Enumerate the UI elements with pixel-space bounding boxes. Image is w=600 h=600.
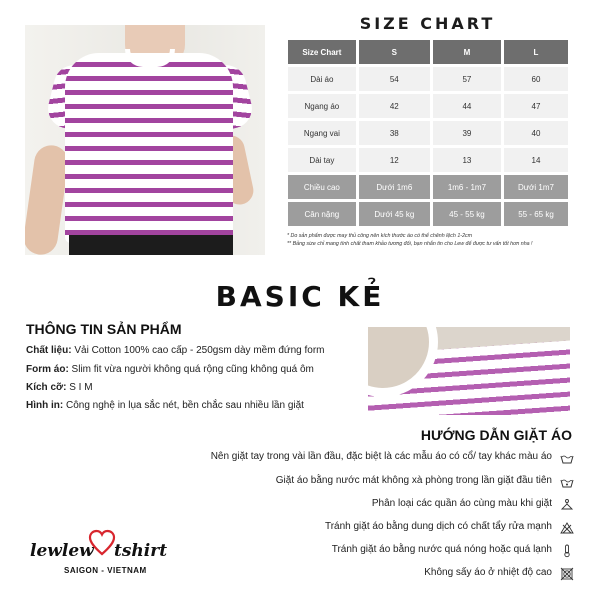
size-chart-title: SIZE CHART <box>359 14 496 33</box>
temperature-icon <box>560 544 574 558</box>
info-value: Vải Cotton 100% cao cấp - 250gsm dày mềm đứng form <box>71 345 325 356</box>
info-value: Slim fit vừa người không quá rộng cũng không quá ôm <box>68 364 314 375</box>
brand-name-part: lewlew <box>30 541 94 561</box>
size-row <box>288 67 568 91</box>
row-label: Ngang áo <box>288 94 356 118</box>
header-cell: Size Chart <box>288 40 356 64</box>
size-cell: 55 - 65 kg <box>504 202 568 226</box>
size-cell: 13 <box>433 148 501 172</box>
size-row <box>288 94 568 118</box>
size-cell: 1m6 - 1m7 <box>433 175 501 199</box>
no-tumble-dry-icon <box>560 567 574 581</box>
height-row <box>288 175 568 199</box>
no-bleach-icon <box>560 521 574 535</box>
wash-item: Giặt áo bằng nước mát không xà phòng trong lần giặt đầu tiên <box>275 475 552 486</box>
size-chart-header-row <box>288 40 568 64</box>
header-cell: S <box>359 40 430 64</box>
wash-item: Tránh giặt áo bằng dung dịch có chất tẩy rửa mạnh <box>324 521 552 532</box>
size-row <box>288 121 568 145</box>
row-label: Cân nặng <box>288 202 356 226</box>
size-cell: 38 <box>359 121 430 145</box>
weight-row <box>288 202 568 226</box>
cold-wash-icon <box>560 475 574 489</box>
product-info-line <box>26 400 304 411</box>
row-label: Dài áo <box>288 67 356 91</box>
model-photo <box>25 25 265 255</box>
wash-item: Phân loại các quần áo cùng màu khi giặt <box>371 498 552 509</box>
info-label: Hình in: <box>26 400 64 411</box>
brand-tagline: SAIGON - VIETNAM <box>64 566 147 575</box>
row-label: Ngang vai <box>288 121 356 145</box>
size-cell: 44 <box>433 94 501 118</box>
product-info-line <box>26 345 325 356</box>
size-cell: 45 - 55 kg <box>433 202 501 226</box>
size-cell: 40 <box>504 121 568 145</box>
size-cell: 14 <box>504 148 568 172</box>
product-info-line <box>26 382 93 393</box>
sort-clothes-icon <box>560 498 574 512</box>
size-cell: 12 <box>359 148 430 172</box>
size-chart-table <box>285 37 571 229</box>
size-cell: 42 <box>359 94 430 118</box>
info-label: Form áo: <box>26 364 69 375</box>
info-value: S I M <box>66 382 93 393</box>
header-cell: L <box>504 40 568 64</box>
brand-name-part: tshirt <box>114 541 168 561</box>
info-label: Chất liệu: <box>26 345 72 356</box>
wash-guide-heading: HƯỚNG DẪN GIẶT ÁO <box>420 427 572 443</box>
size-cell: 57 <box>433 67 501 91</box>
size-cell: 39 <box>433 121 501 145</box>
heart-icon <box>88 529 116 557</box>
product-info-line <box>26 364 314 375</box>
size-cell: 54 <box>359 67 430 91</box>
wash-item: Tránh giặt áo bằng nước quá nóng hoặc quá lạnh <box>331 544 552 555</box>
row-label: Chiều cao <box>288 175 356 199</box>
size-note: * Do sản phẩm được may thủ công nên kích thước áo có thể chênh lệch 1-2cm <box>287 233 473 239</box>
product-title: BASIC KẺ <box>215 280 385 313</box>
wash-item: Nên giặt tay trong vài lần đầu, đặc biệt là các mẫu áo có cổ/ tay khác màu áo <box>210 451 552 462</box>
size-cell: Dưới 45 kg <box>359 202 430 226</box>
size-cell: Dưới 1m7 <box>504 175 568 199</box>
product-info-heading: THÔNG TIN SẢN PHẨM <box>26 321 182 337</box>
size-cell: 60 <box>504 67 568 91</box>
fabric-detail-photo <box>368 327 570 415</box>
info-value: Công nghệ in lụa sắc nét, bền chắc sau nhiều lần giặt <box>63 400 304 411</box>
header-cell: M <box>433 40 501 64</box>
row-label: Dài tay <box>288 148 356 172</box>
size-note: ** Bảng size chỉ mang tính chất tham khảo tương đối, bạn nhắn tin cho Lew để được tư vấn tốt hơn nha ! <box>287 241 533 247</box>
size-row <box>288 148 568 172</box>
size-cell: 47 <box>504 94 568 118</box>
hand-wash-icon <box>560 451 574 465</box>
wash-item: Không sấy áo ở nhiệt độ cao <box>424 567 552 578</box>
brand-logo <box>30 533 180 583</box>
size-cell: Dưới 1m6 <box>359 175 430 199</box>
info-label: Kích cỡ: <box>26 382 67 393</box>
